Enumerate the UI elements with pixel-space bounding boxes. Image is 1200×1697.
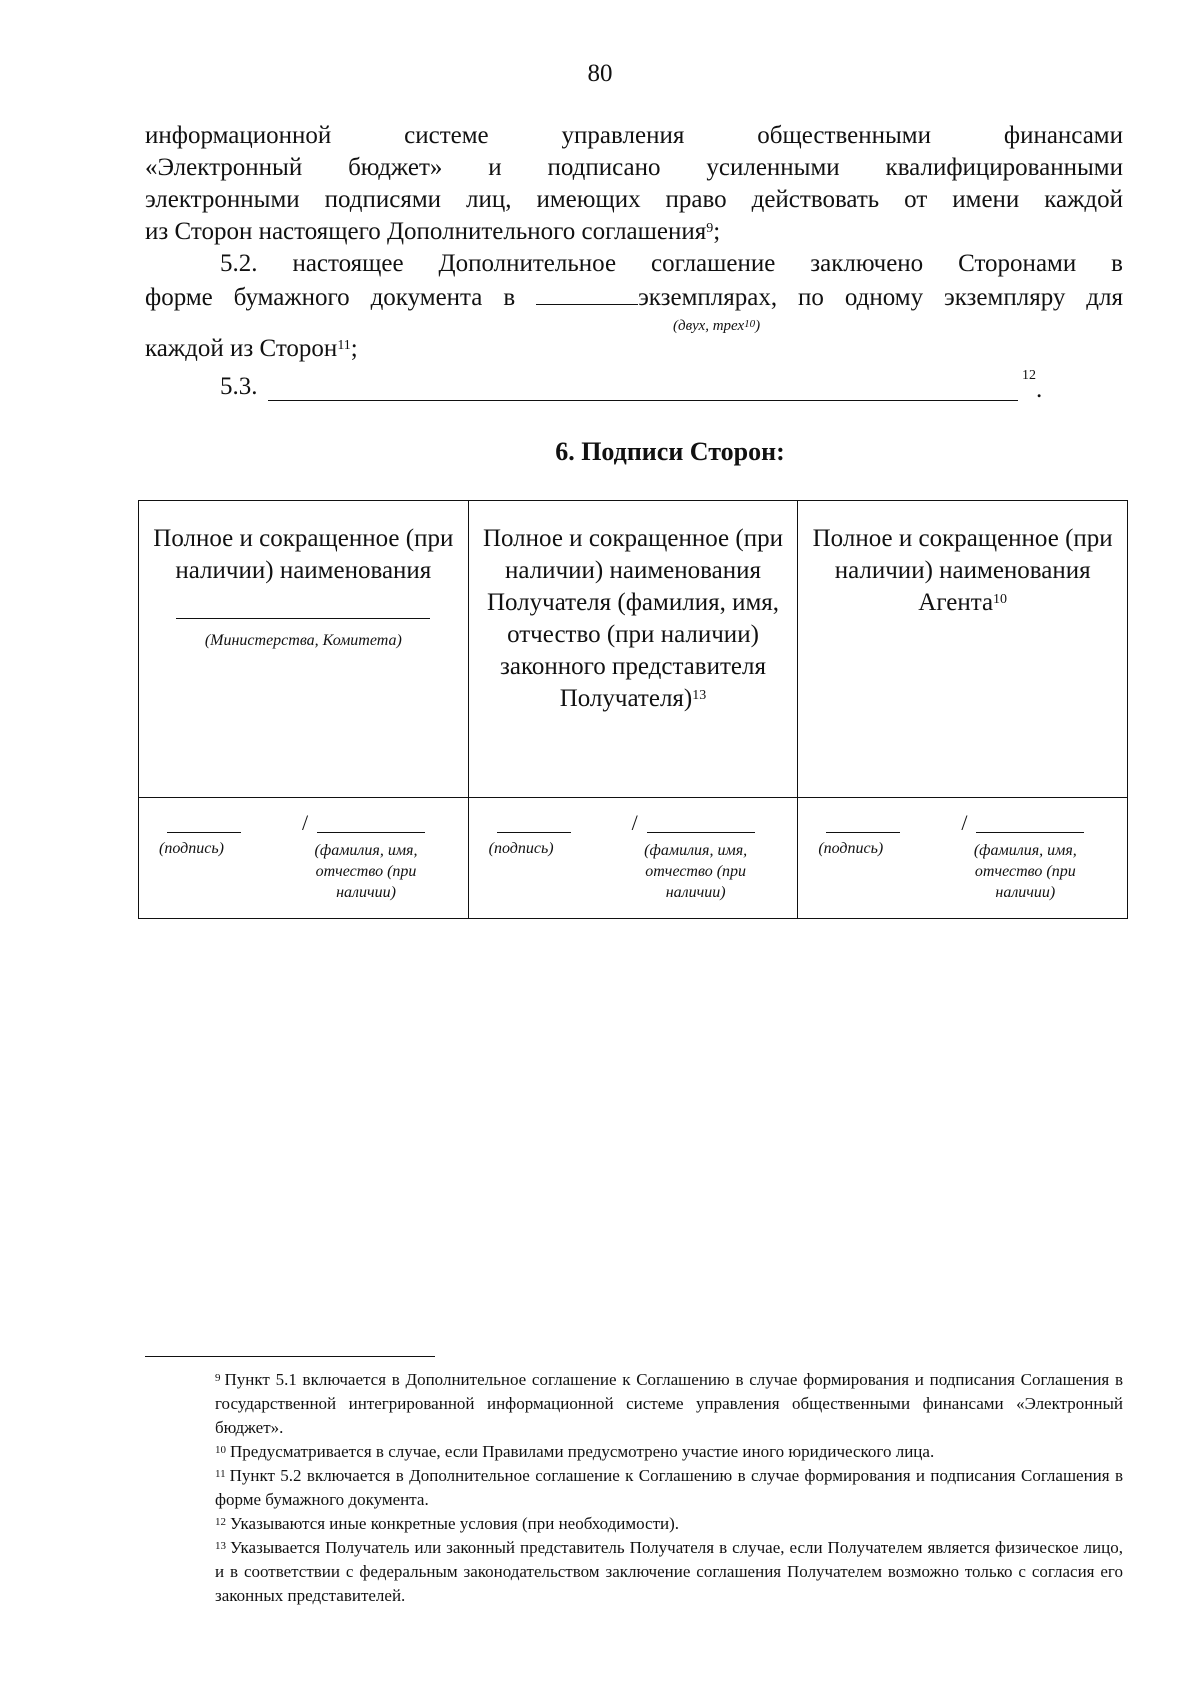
- footnote-13-text: Указывается Получатель или законный представитель Получателя в случае, если Получателем является физическое лицо, и в соответствии с федеральным законодательством заключение соглашения Получателем возможно только с согласия его законных представителей.: [215, 1538, 1123, 1605]
- footnote-separator: [145, 1356, 435, 1357]
- party-1-heading: Полное и сокращенное (при наличии) наименования: [153, 525, 454, 584]
- paragraph-5-3-end: .: [1036, 376, 1043, 403]
- party-1-slash: /: [302, 810, 309, 835]
- p2-line-3-text: каждой из Сторон: [145, 335, 338, 362]
- party-1-org-caption: (Министерства, Комитета): [204, 632, 402, 649]
- footnote-9-text: Пункт 5.1 включается в Дополнительное соглашение к Соглашению в случае формирования и подписания Соглашения в государственной интегрированной информационной системе управления общественными финансами «Электронный бюджет».: [215, 1370, 1123, 1437]
- paragraph-5-3-label: 5.3.: [220, 373, 258, 400]
- footnote-13-num: 13: [215, 1540, 226, 1552]
- footnote-ref-11: 11: [337, 338, 351, 353]
- p2-line-3-end: ;: [350, 335, 358, 362]
- paragraph-5-2: [145, 248, 1124, 362]
- signature-table-header-row: [139, 501, 1128, 798]
- page-number: 80: [587, 60, 613, 87]
- party-3-fio-field[interactable]: [976, 832, 1084, 833]
- party-1-signature-field[interactable]: [167, 832, 241, 833]
- paragraph-5-1-continuation: [145, 120, 1123, 248]
- footnote-9-num: 9: [215, 1372, 221, 1384]
- party-3-sign-cell: [798, 798, 1128, 919]
- party-3-heading-cell: [798, 501, 1128, 798]
- footnote-10-text: Предусматривается в случае, если Правилами предусмотрено участие иного юридического лица.: [230, 1442, 935, 1461]
- p2-line-3: [145, 333, 358, 365]
- footnote-ref-9: 9: [706, 221, 714, 236]
- footnote-11-num: 11: [215, 1468, 226, 1480]
- footnotes: [145, 1368, 1123, 1608]
- party-2-fio-field[interactable]: [647, 832, 755, 833]
- party-1-sign-cell: [139, 798, 469, 919]
- p1-line-4-text: из Сторон настоящего Дополнительного соглашения: [145, 218, 707, 245]
- party-2-heading-wrap: [469, 515, 798, 715]
- footnote-9: [145, 1368, 1123, 1440]
- section-title: 6. Подписи Сторон:: [555, 437, 785, 466]
- party-2-sign-cell: [468, 798, 798, 919]
- party-3-heading: Полное и сокращенное (при наличии) наименования Агента: [812, 525, 1113, 616]
- party-2-heading-cell: [468, 501, 798, 798]
- p2-line-1: 5.2. настоящее Дополнительное соглашение заключено Сторонами в: [220, 250, 1123, 277]
- footnote-ref-10: 10: [993, 592, 1008, 607]
- party-3-signature-field[interactable]: [826, 832, 900, 833]
- party-2-sign-caption: (подпись): [488, 840, 554, 857]
- paragraph-5-3-blank-field[interactable]: [268, 400, 1018, 401]
- footnote-10: [145, 1440, 1123, 1464]
- p2-line-2-end: экземплярах, по одному экземпляру для: [638, 284, 1124, 311]
- party-2-signature-field[interactable]: [497, 832, 571, 833]
- footnote-13: [145, 1536, 1123, 1608]
- copies-caption-end: ): [755, 318, 761, 334]
- party-1-fio-caption: (фамилия, имя, отчество (при наличии): [314, 842, 418, 901]
- footnote-ref-10-caption: 10: [744, 318, 756, 330]
- party-1-org-name-field[interactable]: [176, 617, 430, 619]
- party-1-heading-cell: [139, 501, 469, 798]
- p1-line-1: информационной системе управления общественными финансами: [145, 122, 1123, 149]
- p1-line-4-end: ;: [713, 218, 721, 245]
- party-3-sign-caption: (подпись): [818, 840, 884, 857]
- footnote-10-num: 10: [215, 1444, 226, 1456]
- footnote-11: [145, 1464, 1123, 1512]
- footnote-12-text: Указываются иные конкретные условия (при необходимости).: [230, 1514, 680, 1533]
- signature-table-sign-row: [139, 798, 1128, 919]
- p2-line-2-start: форме бумажного документа в: [145, 284, 516, 311]
- footnote-12-num: 12: [215, 1516, 226, 1528]
- copies-caption-text: (двух, трех: [673, 318, 745, 334]
- footnote-ref-12: 12: [1022, 368, 1036, 383]
- party-1-fio-field[interactable]: [317, 832, 425, 833]
- copies-blank-field[interactable]: [536, 280, 638, 305]
- footnote-11-text: Пункт 5.2 включается в Дополнительное соглашение к Соглашению в случае формирования и подписания Соглашения в форме бумажного документа.: [215, 1466, 1123, 1509]
- party-3-fio-caption: (фамилия, имя, отчество (при наличии): [973, 842, 1077, 901]
- party-2-fio-caption: (фамилия, имя, отчество (при наличии): [644, 842, 748, 901]
- footnote-ref-13: 13: [692, 688, 707, 703]
- p1-line-4: [145, 216, 1123, 248]
- party-3-slash: /: [961, 810, 968, 835]
- footnote-12: [145, 1512, 1123, 1536]
- p1-line-3: электронными подписями лиц, имеющих право действовать от имени каждой: [145, 186, 1123, 213]
- party-3-heading-wrap: [798, 515, 1127, 619]
- party-2-heading: Полное и сокращенное (при наличии) наименования Получателя (фамилия, имя, отчество (при наличии) законного представителя Получателя): [482, 525, 783, 712]
- signature-table: [138, 500, 1128, 919]
- p1-line-2: «Электронный бюджет» и подписано усиленными квалифицированными: [145, 154, 1123, 181]
- party-2-slash: /: [631, 810, 638, 835]
- party-1-sign-caption: (подпись): [159, 840, 224, 857]
- copies-blank-caption: [673, 310, 760, 342]
- p2-line-2: [145, 280, 1123, 314]
